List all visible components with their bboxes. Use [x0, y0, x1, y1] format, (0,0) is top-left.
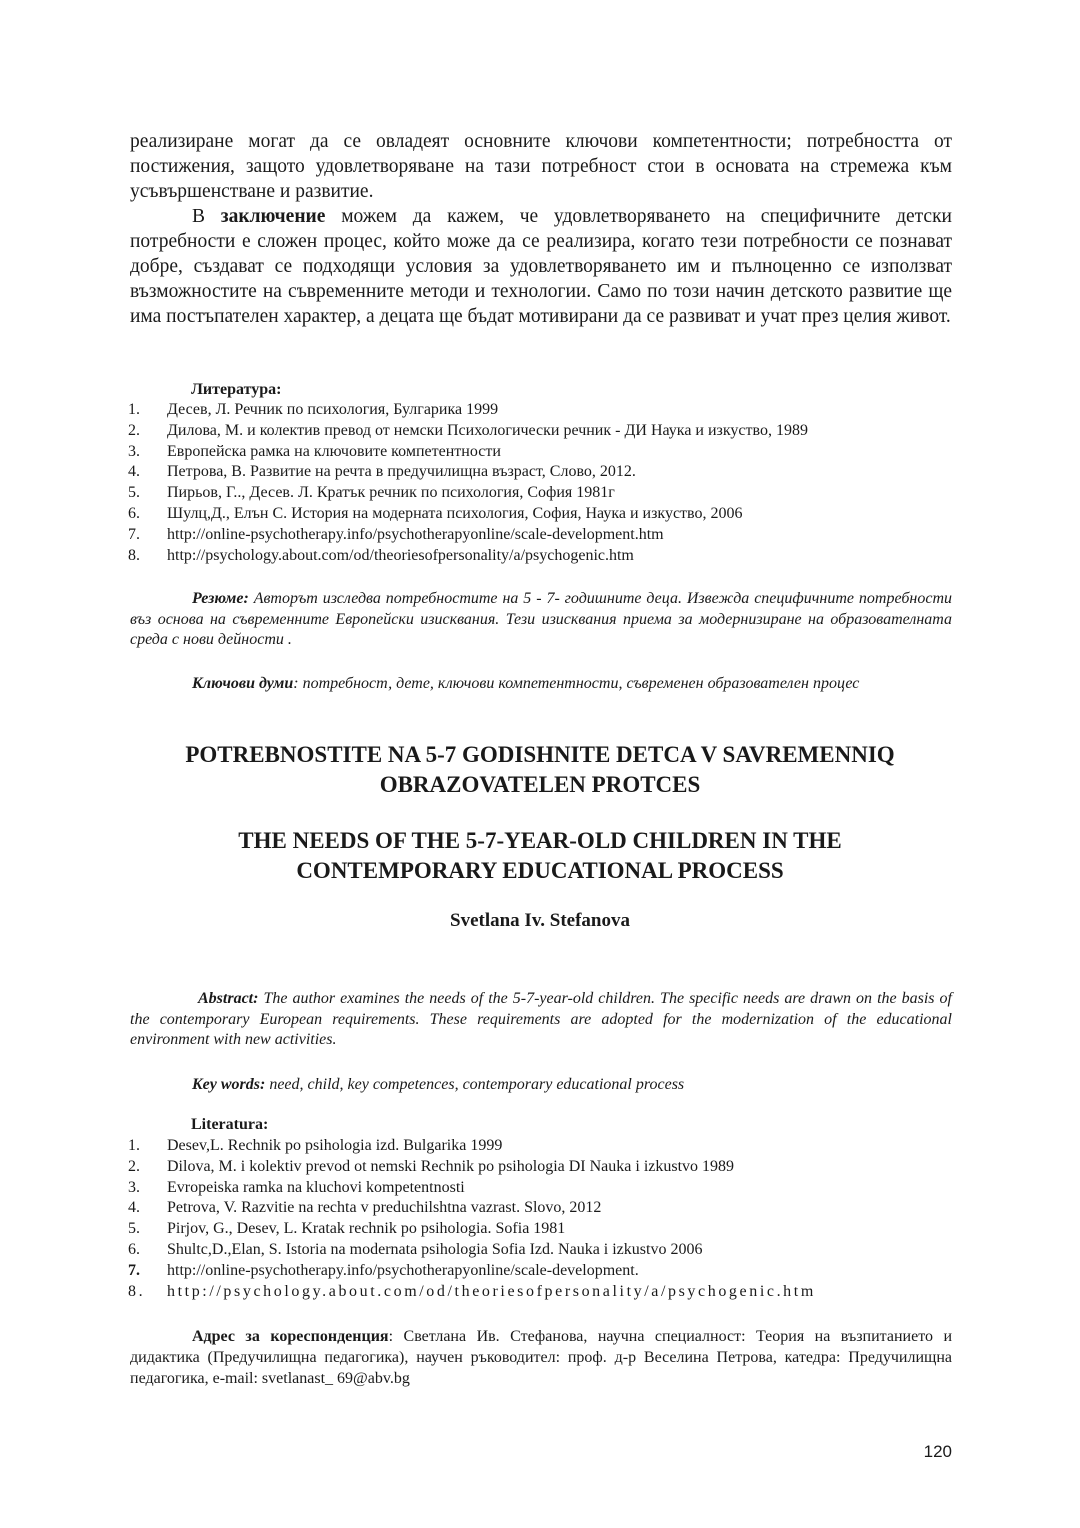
reference-link[interactable]: 7. http://online-psychotherapy.info/psychotherapyonline/scale-development. [128, 1261, 639, 1279]
intro-paragraph: реализиране могат да се овладеят основните ключови компетентности; потребността от постижения, защото удовлетворяване на тази потребност стои в основата на стремежа към усъвършенстване и развитие. [130, 131, 952, 202]
reference-item: 3. Evropeiska ramka na kluchovi kompetentnosti [128, 1178, 465, 1196]
keywords-bg-label: Ключови думи [192, 675, 294, 692]
references-bg-list [128, 400, 948, 566]
reference-item: 1. Desev,L. Rechnik po psihologia izd. Bulgarika 1999 [128, 1137, 503, 1154]
reference-item: 1. Десев, Л. Речник по психология, Булгарика 1999 [128, 401, 499, 418]
title-english: THE NEEDS OF THE 5-7-YEAR-OLD CHILDREN IN THE CONTEMPORARY EDUCATIONAL PROCESS [238, 828, 842, 883]
abstract-text: The author examines the needs of the 5-7-year-old children. The specific needs are drawn on the basis of the contemporary European requirements. These requirements are adopted for the modernization of the educational environment with new activities. [130, 990, 952, 1048]
reference-item: 4. Петрова, В. Развитие на речта в предучилищна възраст, Слово, 2012. [128, 463, 636, 481]
correspondence-text: : Светлана Ив. Стефанова, научна специалност: Теория на възпитанието и дидактика (Предучилищна педагогика), научен ръководител: проф. д-р Веселина Петрова, катедра: Предучилищна педагогика, e-mail: svetlanast_ 69@abv.bg [130, 1328, 953, 1387]
correspondence-label: Адрес за кореспонденция [192, 1328, 389, 1345]
conclusion-keyword: заключение [220, 206, 326, 227]
reference-item: 2. Дилова, М. и колектив превод от немски Психологически речник - ДИ Наука и изкуство, 1989 [128, 421, 808, 439]
conclusion-section [130, 129, 952, 329]
abstract-label: Abstract: [198, 990, 259, 1007]
reference-item: 3. Европейска рамка на ключовите компетентности [128, 442, 501, 460]
reference-item: 4. Petrova, V. Razvitie na rechta v preduchilshtna vazrast. Slovo, 2012 [128, 1199, 602, 1217]
keywords-bg [130, 674, 952, 695]
conclusion-paragraph: В заключение можем да кажем, че удовлетворяването на специфичните детски потребности е сложен процес, който може да се реализира, когато тези потребности се познават добре, създават се подходящи условия за удовлетворяването им и пълноценно се използват възможностите на съвременните методи и технологии. Само по този начин детското развитие ще има постъпателен характер, а децата ще бъдат мотивирани да се развиват и учат през целия живот. [130, 206, 952, 327]
reference-link[interactable]: 7. http://online-psychotherapy.info/psychotherapyonline/scale-development.htm [128, 525, 664, 543]
page-number: 120 [923, 1442, 952, 1461]
references-bg-heading: Литература: [191, 381, 282, 398]
keywords-bg-text: : потребност, дете, ключови компетентности, съвременен образователен процес [293, 675, 860, 692]
reference-item: 5. Pirjov, G., Desev, L. Kratak rechnik po psihologia. Sofia 1981 [128, 1220, 566, 1238]
summary-bg-label: Резюме: [192, 590, 249, 607]
reference-item: 6. Shultc,D.,Elan, S. Istoria na modernata psihologia Sofia Izd. Nauka i izkustvo 2006 [128, 1240, 703, 1258]
summary-bg [130, 589, 952, 651]
reference-link[interactable]: 8. http://psychology.about.com/od/theoriesofpersonality/a/psychogenic.htm [128, 1282, 816, 1300]
reference-link[interactable]: 8. http://psychology.about.com/od/theoriesofpersonality/a/psychogenic.htm [128, 546, 634, 564]
keywords-en-text: need, child, key competences, contemporary educational process [265, 1076, 685, 1093]
reference-item: 2. Dilova, M. i kolektiv prevod ot nemski Rechnik po psihologia DI Nauka i izkustvo 1989 [128, 1157, 735, 1175]
keywords-en [130, 1075, 952, 1096]
title-translit: POTREBNOSTITE NA 5-7 GODISHNITE DETCA V SAVREMENNIQ OBRAZOVATELEN PROTCES [185, 742, 895, 797]
references-en-list [128, 1136, 948, 1302]
reference-item: 5. Пирьов, Г.., Десев. Л. Кратък речник по психология, София 1981г [128, 484, 615, 502]
abstract-en [130, 989, 952, 1051]
keywords-en-label: Key words: [192, 1076, 266, 1093]
reference-item: 6. Шулц,Д., Елън С. История на модерната психология, София, Наука и изкуство, 2006 [128, 504, 743, 522]
correspondence-address [130, 1327, 952, 1389]
references-en-heading: Literatura: [191, 1116, 269, 1133]
summary-bg-text: Авторът изследва потребностите на 5 - 7- годишните деца. Извежда специфичните потребности въз основа на съвременните Европейски изисквания. Тези изисквания приема за модернизиране на образователната среда с нови дейности . [130, 590, 952, 648]
author-name: Svetlana Iv. Stefanova [450, 910, 630, 931]
